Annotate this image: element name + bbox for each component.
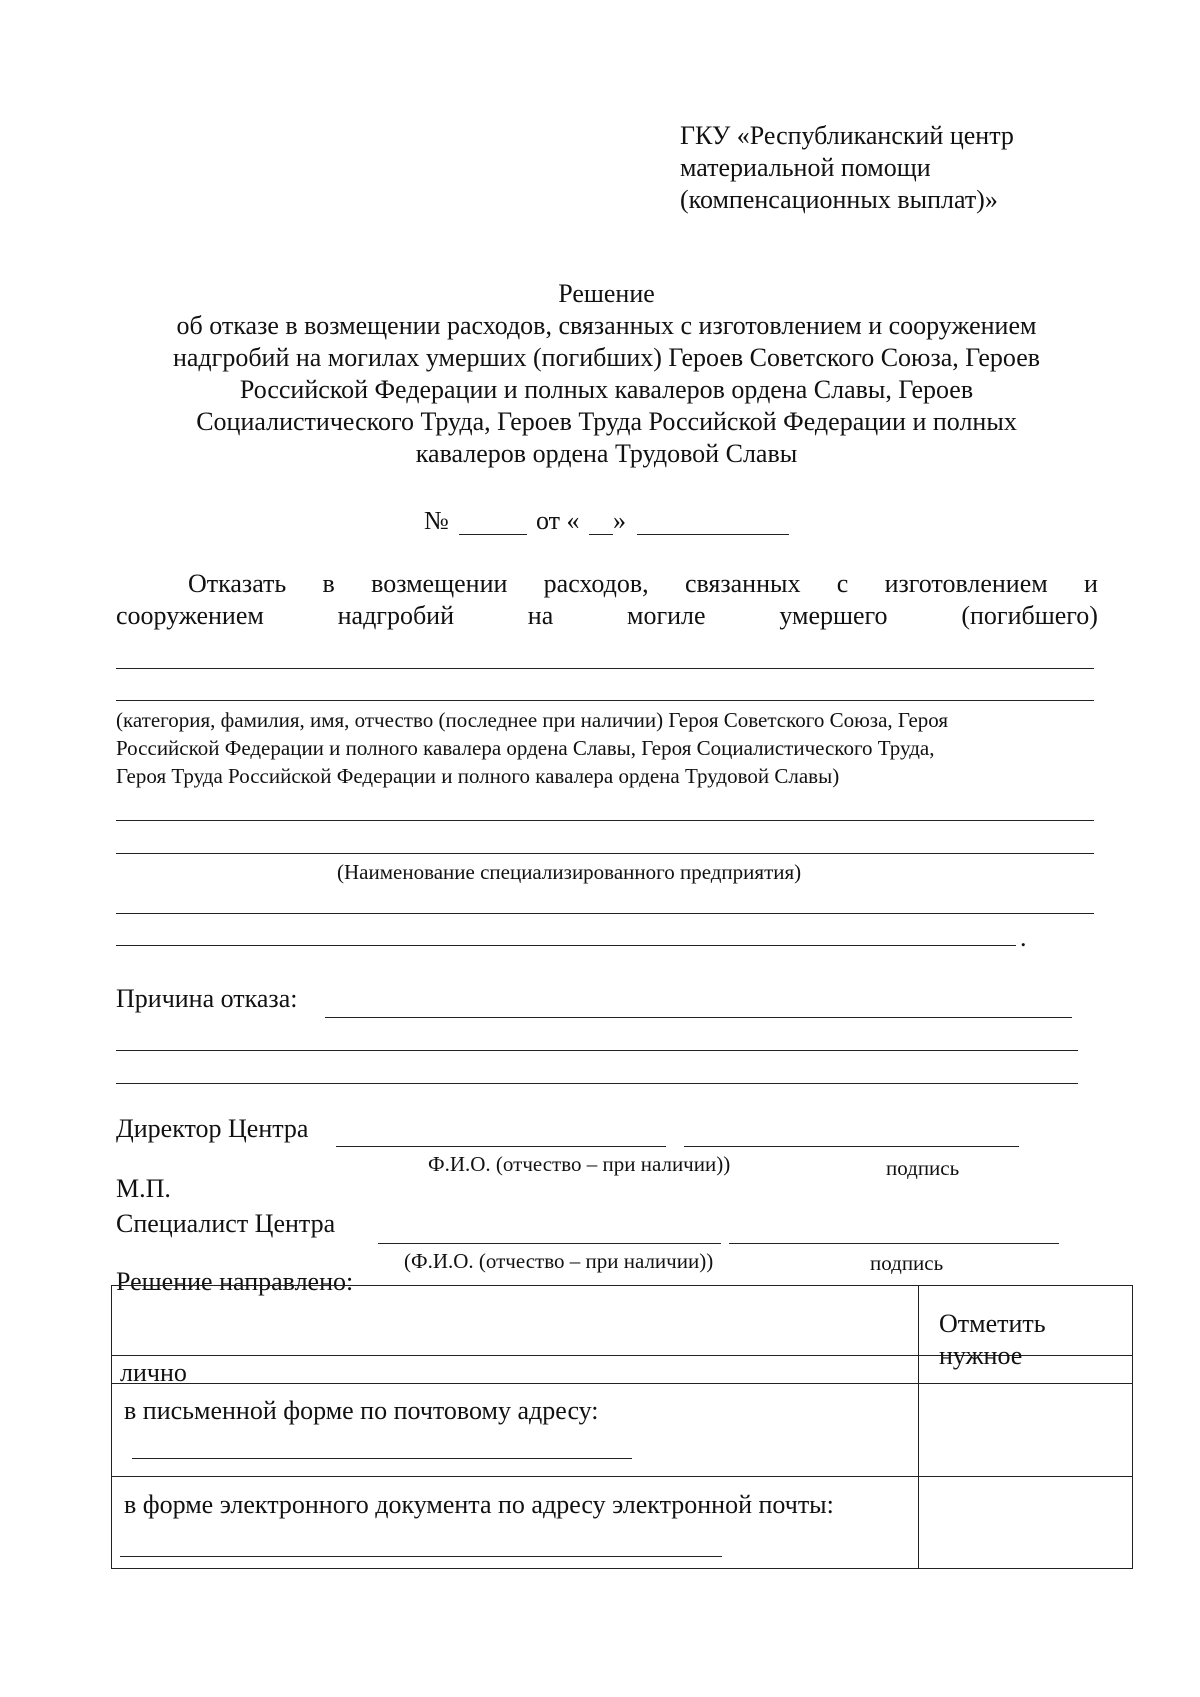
body-word: сооружением	[116, 601, 264, 630]
hero-caption-line-2: Российской Федерации и полного кавалера ордена Славы, Героя Социалистического Труда,	[116, 736, 935, 760]
document-title: Решение	[558, 279, 655, 308]
specialist-fio-line[interactable]	[378, 1243, 721, 1244]
body-word: на	[527, 601, 554, 630]
body-line-1	[116, 568, 1098, 600]
number-sign: №	[424, 506, 449, 535]
enterprise-period: .	[1020, 923, 1027, 952]
email-address-line[interactable]	[120, 1556, 722, 1557]
table-row-divider	[112, 1383, 1132, 1384]
stamp-label: М.П.	[116, 1174, 171, 1203]
delivery-option-post: в письменной форме по почтовому адресу:	[124, 1396, 599, 1425]
enterprise-caption: (Наименование специализированного предприятия)	[337, 860, 802, 884]
director-fio-line[interactable]	[336, 1146, 666, 1147]
body-word: в	[322, 569, 335, 598]
enterprise-line-2[interactable]	[116, 853, 1094, 854]
reason-label: Причина отказа:	[116, 984, 298, 1013]
recipient-line-1: ГКУ «Республиканский центр	[680, 121, 1014, 150]
sent-label: Решение направлено:	[116, 1267, 354, 1296]
hero-caption-line-3: Героя Труда Российской Федерации и полного кавалера ордена Трудовой Славы)	[116, 764, 840, 788]
mark-cell-post[interactable]	[920, 1385, 1134, 1476]
enterprise-line-1[interactable]	[116, 820, 1094, 821]
specialist-sign-line[interactable]	[729, 1243, 1059, 1244]
body-line-2	[116, 600, 1098, 632]
table-column-divider	[918, 1286, 919, 1568]
table-header-mark-line-2: нужное	[939, 1341, 1023, 1370]
delivery-option-email: в форме электронного документа по адресу электронной почты:	[124, 1490, 834, 1519]
body-word: Отказать	[188, 569, 287, 598]
postal-address-line[interactable]	[132, 1458, 632, 1459]
hero-name-line-2[interactable]	[116, 700, 1094, 701]
table-row-divider	[112, 1476, 1132, 1477]
title-line-2: надгробий на могилах умерших (погибших) Героев Советского Союза, Героев	[172, 343, 1041, 372]
reason-line-3[interactable]	[116, 1083, 1078, 1084]
reason-line-2[interactable]	[116, 1050, 1078, 1051]
title-line-1: об отказе в возмещении расходов, связанных с изготовлением и сооружением	[176, 311, 1037, 340]
body-word: могиле	[627, 601, 706, 630]
body-word: изготовлением	[884, 569, 1048, 598]
body-word: расходов,	[543, 569, 649, 598]
director-label: Директор Центра	[116, 1114, 309, 1143]
date-quote-close: »	[613, 506, 626, 535]
table-header-mark-line-1: Отметить	[939, 1309, 1046, 1338]
reason-line-1[interactable]	[325, 1017, 1072, 1018]
body-word: умершего	[779, 601, 888, 630]
body-word: связанных	[684, 569, 801, 598]
specialist-fio-caption: (Ф.И.О. (отчество – при наличии))	[404, 1249, 714, 1273]
enterprise-line-3[interactable]	[116, 913, 1094, 914]
specialist-sign-caption: подпись	[870, 1251, 944, 1275]
mark-cell-email[interactable]	[920, 1478, 1134, 1568]
hero-caption-line-1: (категория, фамилия, имя, отчество (последнее при наличии) Героя Советского Союза, Героя	[116, 708, 949, 732]
body-word: и	[1083, 569, 1098, 598]
director-sign-line[interactable]	[684, 1146, 1019, 1147]
recipient-line-3: (компенсационных выплат)»	[680, 185, 998, 214]
director-sign-caption: подпись	[886, 1156, 960, 1180]
title-line-3: Российской Федерации и полных кавалеров ордена Славы, Героев	[239, 375, 974, 404]
delivery-option-in-person: лично	[120, 1358, 187, 1387]
title-line-5: кавалеров ордена Трудовой Славы	[415, 439, 798, 468]
day-blank[interactable]	[589, 534, 613, 535]
delivery-table	[111, 1285, 1133, 1569]
date-blank[interactable]	[637, 534, 789, 535]
director-fio-caption: Ф.И.О. (отчество – при наличии))	[428, 1152, 731, 1176]
recipient-line-2: материальной помощи	[680, 153, 931, 182]
date-from-label: от «	[536, 506, 580, 535]
specialist-label: Специалист Центра	[116, 1209, 336, 1238]
body-word: с	[836, 569, 849, 598]
hero-name-line-1[interactable]	[116, 668, 1094, 669]
body-word: (погибшего)	[961, 601, 1098, 630]
title-line-4: Социалистического Труда, Героев Труда Российской Федерации и полных	[196, 407, 1017, 436]
body-word: надгробий	[337, 601, 455, 630]
number-blank[interactable]	[459, 534, 527, 535]
body-word: возмещении	[371, 569, 508, 598]
enterprise-line-4[interactable]	[116, 945, 1016, 946]
mark-cell-in-person[interactable]	[920, 1357, 1134, 1383]
